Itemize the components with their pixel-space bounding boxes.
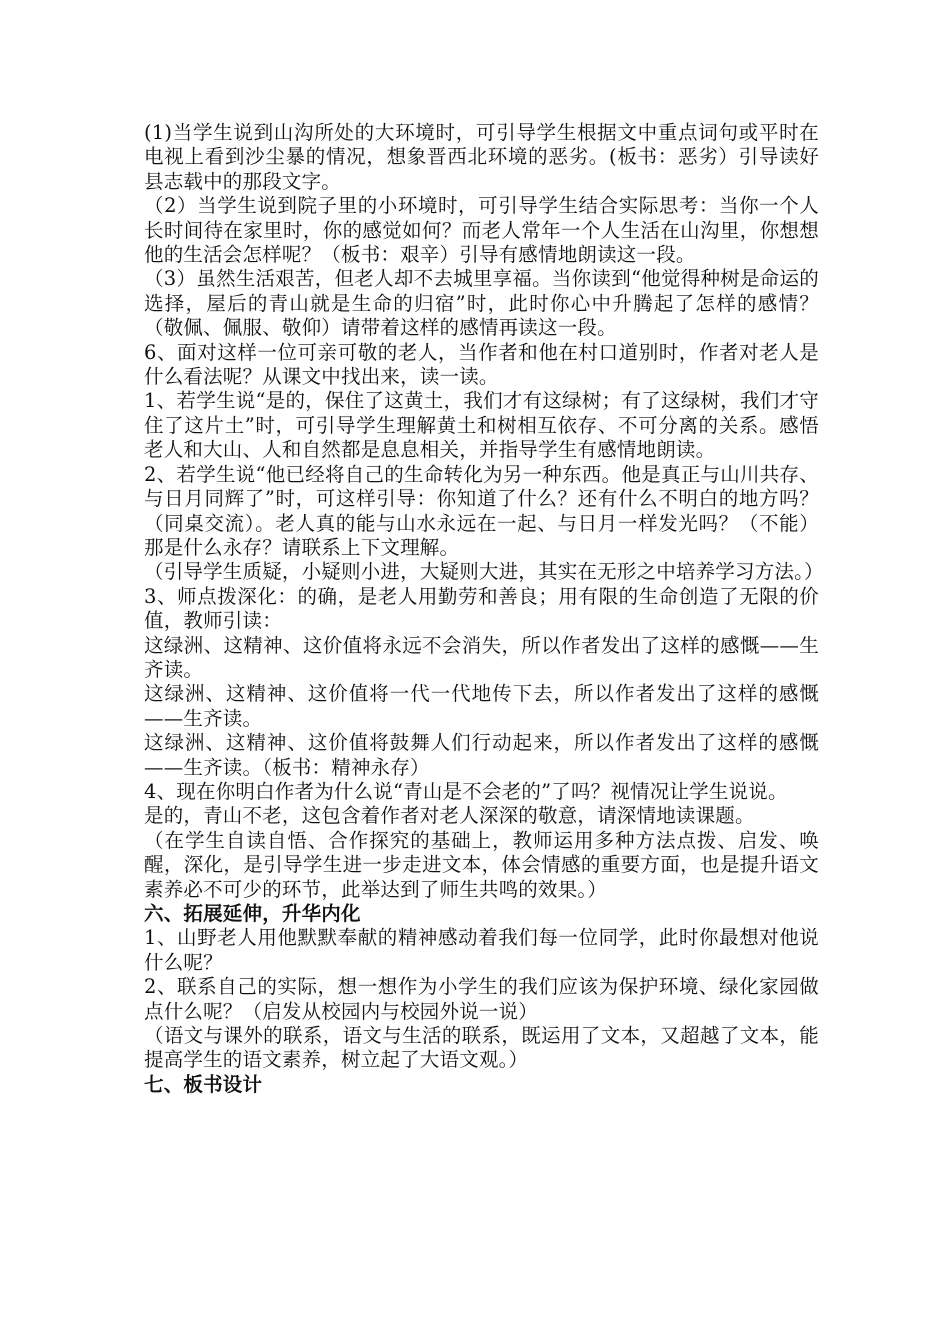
- paragraph-note-method: （在学生自读自悟、合作探究的基础上，教师运用多种方法点拨、启发、唤醒，深化，是引导学生进一步走进文本，体会情感的重要方面，也是提升语文素养必不可少的环节，此举达到了师生共鸣的效果。）: [144, 828, 819, 901]
- paragraph-read-2: 这绿洲、这精神、这价值将一代一代地传下去，所以作者发出了这样的感慨——生齐读。: [144, 682, 819, 730]
- paragraph-read-title: 是的，青山不老，这包含着作者对老人深深的敬意，请深情地读课题。: [144, 804, 755, 828]
- paragraph-step-6: 6、面对这样一位可亲可敬的老人，当作者和他在村口道别时，作者对老人是什么看法呢？从课文中找出来，读一读。: [144, 340, 819, 389]
- paragraph-case-4: 4、现在你明白作者为什么说“青山是不会老的”了吗？视情况让学生说说。: [144, 779, 788, 803]
- section-heading-board-design: 七、板书设计: [144, 1072, 263, 1096]
- paragraph-guide-big-environment: (1)当学生说到山沟所处的大环境时，可引导学生根据文中重点词句或平时在电视上看到沙尘暴的情况，想象晋西北环境的恶劣。(板书：恶劣）引导读好县志载中的那段文字。: [144, 121, 819, 193]
- paragraph-case-2: 2、若学生说“他已经将自己的生命转化为另一种东西。他是真正与山川共存、与日月同辉了”时，可这样引导：你知道了什么？还有什么不明白的地方吗？（同桌交流）。老人真的能与山水永远在一起、与日月一样发光吗？（不能）那是什么永存？请联系上下文理解。: [144, 462, 819, 559]
- paragraph-note-questioning: （引导学生质疑，小疑则小进，大疑则大进，其实在无形之中培养学习方法。）: [144, 560, 824, 584]
- section-heading-extension: 六、拓展延伸，升华内化: [144, 902, 361, 925]
- paragraph-guide-small-environment: （2）当学生说到院子里的小环境时，可引导学生结合实际思考：当你一个人长时间待在家里时，你的感觉如何？而老人常年一个人生活在山沟里，你想想他的生活会怎样呢？（板书：艰辛）引导有感情地朗读这一段。: [144, 194, 819, 267]
- paragraph-note-connection: （语文与课外的联系，语文与生活的联系，既运用了文本，又超越了文本，能提高学生的语文素养，树立起了大语文观。）: [144, 1024, 819, 1072]
- paragraph-read-1: 这绿洲、这精神、这价值将永远不会消失，所以作者发出了这样的感慨——生齐读。: [144, 633, 819, 681]
- paragraph-case-1: 1、若学生说“是的，保住了这黄土，我们才有这绿树；有了这绿树，我们才守住了这片土”时，可引导学生理解黄土和树相互依存、不可分离的关系。感悟老人和大山、人和自然都是息息相关，并指导学生有感情地朗读。: [144, 389, 819, 462]
- paragraph-read-3: 这绿洲、这精神、这价值将鼓舞人们行动起来，所以作者发出了这样的感慨——生齐读。（板书：精神永存）: [144, 731, 819, 779]
- paragraph-extension-1: 1、山野老人用他默默奉献的精神感动着我们每一位同学，此时你最想对他说什么呢？: [144, 926, 819, 974]
- paragraph-guide-admiration: （3）虽然生活艰苦，但老人却不去城里享福。当你读到“他觉得种树是命运的选择，屋后的青山就是生命的归宿”时，此时你心中升腾起了怎样的感情？（敬佩、佩服、敬仰）请带着这样的感情再读这一段。: [144, 267, 819, 340]
- paragraph-case-3: 3、师点拨深化：的确，是老人用勤劳和善良；用有限的生命创造了无限的价值，教师引读：: [144, 584, 819, 633]
- paragraph-extension-2: 2、联系自己的实际，想一想作为小学生的我们应该为保护环境、绿化家园做点什么呢？（启发从校园内与校园外说一说）: [144, 975, 819, 1023]
- document-page: [144, 121, 824, 1097]
